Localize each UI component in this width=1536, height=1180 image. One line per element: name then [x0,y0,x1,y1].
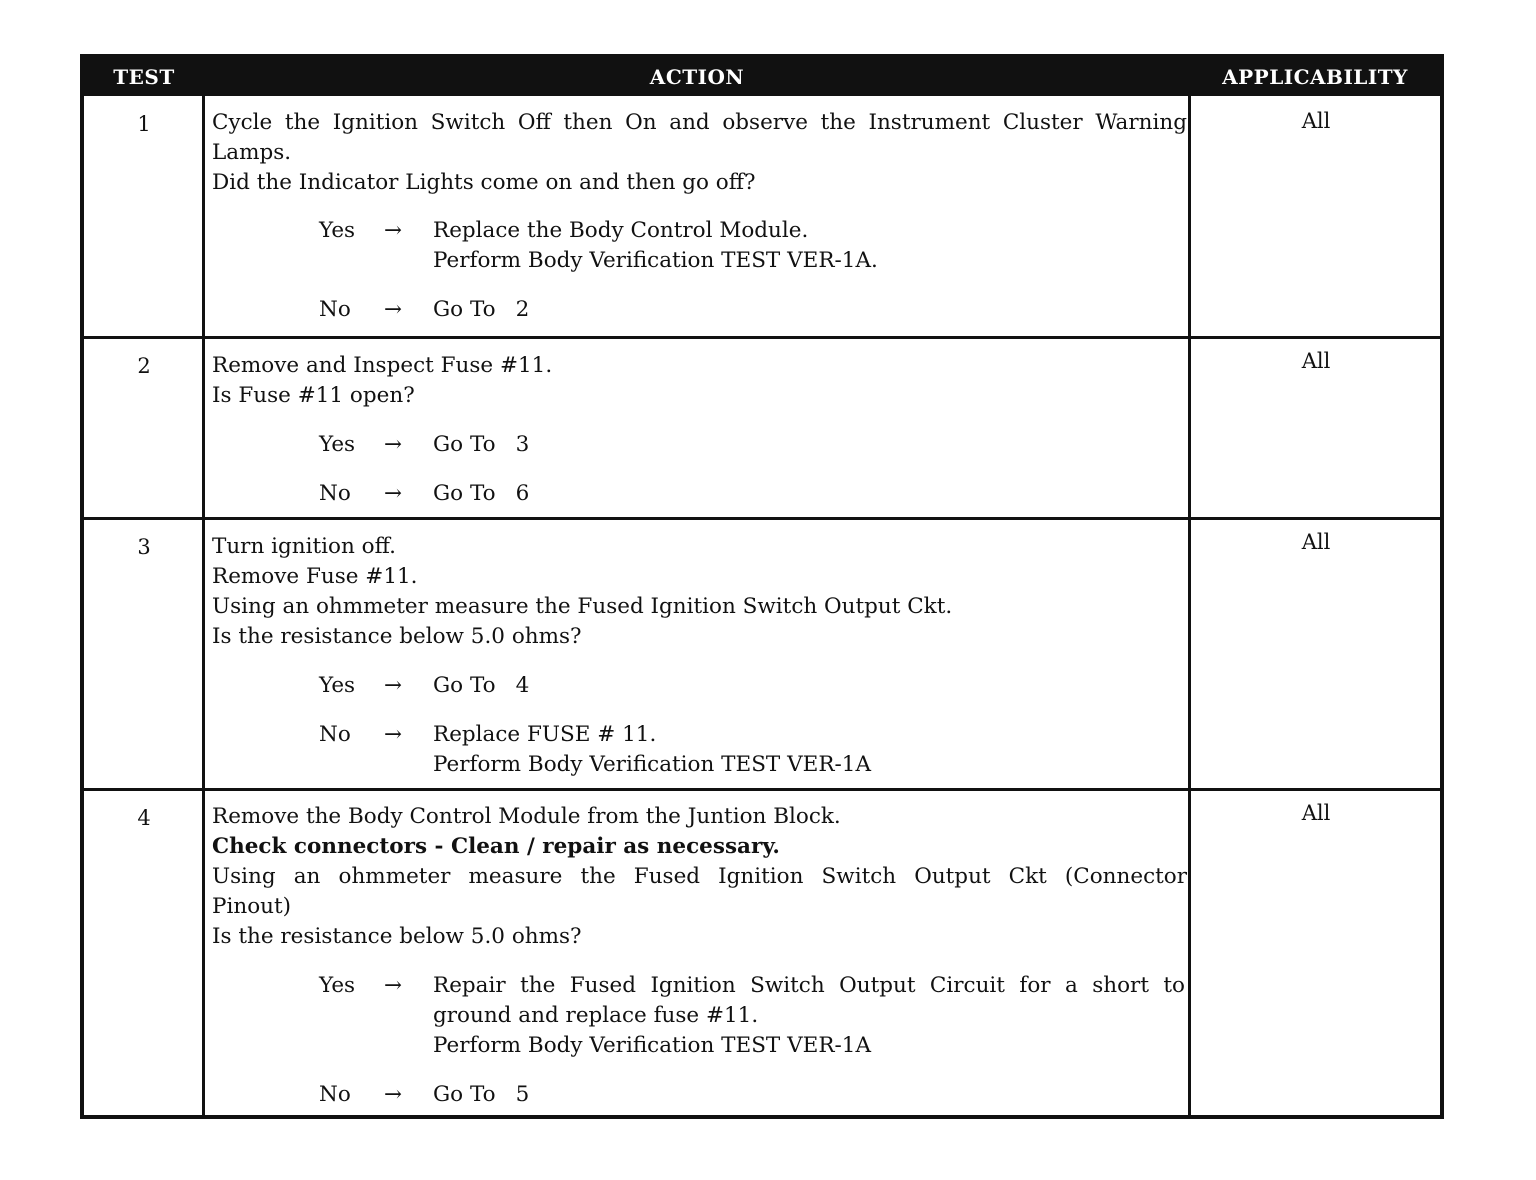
right-arrow-icon: → [384,1082,403,1107]
goto-label: Go To [433,673,496,698]
test-number: 3 [137,535,151,559]
goto-label: Go To [433,481,496,506]
goto-label: Go To [433,432,496,457]
right-arrow-icon: → [384,297,403,322]
answer-text [433,479,1185,509]
action-line: Is Fuse #11 open? [212,383,415,408]
answer-text [433,671,1185,701]
answer-text [433,1080,1185,1110]
goto-target: 3 [515,432,530,457]
answer-no [212,295,1187,325]
diagnostic-test-table [80,54,1444,1119]
header-test: TEST [113,65,175,89]
answer-yes [212,671,1187,701]
action-line: Turn ignition off. [212,534,396,559]
action-line: Is the resistance below 5.0 ohms? [212,624,582,649]
header-action: ACTION [649,65,745,89]
table-row-3 [84,520,1440,788]
applicability-value: All [1301,530,1331,554]
goto-target: 2 [515,297,530,322]
right-arrow-icon: → [384,432,403,457]
answer-line: Replace FUSE # 11. [433,722,657,747]
answer-line: Perform Body Verification TEST VER-1A. [433,248,878,273]
action-text [212,532,1187,780]
answer-yes [212,430,1187,460]
answer-yes [212,971,1187,1061]
test-number: 2 [137,354,151,378]
answer-line: Repair the Fused Ignition Switch Output Circuit for a short to [433,973,1185,998]
test-number: 4 [137,806,151,830]
answer-label: No [319,722,351,747]
answer-no [212,720,1187,780]
test-number: 1 [137,112,151,136]
goto-target: 4 [515,673,530,698]
action-text [212,802,1187,1110]
action-line-bold: Check connectors - Clean / repair as necessary. [212,834,780,859]
action-text [212,351,1187,509]
answer-label: No [319,1082,351,1107]
goto-label: Go To [433,1082,496,1107]
answer-label: No [319,297,351,322]
answer-yes [212,216,1187,276]
answer-no [212,1080,1187,1110]
answer-line: ground and replace fuse #11. [433,1003,759,1028]
table-row-1 [84,96,1440,338]
goto-label: Go To [433,297,496,322]
answer-line: Perform Body Verification TEST VER-1A [433,1033,871,1058]
action-text [212,108,1187,325]
action-line: Using an ohmmeter measure the Fused Ignition Switch Output Ckt. [212,594,953,619]
applicability-value: All [1301,349,1331,373]
action-line: Remove Fuse #11. [212,564,418,589]
answer-label: Yes [319,973,356,998]
answer-text [433,720,1185,780]
goto-target: 6 [515,481,530,506]
action-line: Remove and Inspect Fuse #11. [212,353,553,378]
answer-label: Yes [319,432,356,457]
action-line: Cycle the Ignition Switch Off then On and observe the Instrument Cluster Warning [212,110,1187,135]
action-line: Is the resistance below 5.0 ohms? [212,924,582,949]
action-line: Remove the Body Control Module from the Juntion Block. [212,804,841,829]
answer-text [433,295,1185,325]
right-arrow-icon: → [384,481,403,506]
right-arrow-icon: → [384,973,403,998]
action-line: Did the Indicator Lights come on and then go off? [212,170,756,195]
answer-label: Yes [319,673,356,698]
answer-text [433,216,1185,276]
applicability-value: All [1301,109,1331,133]
right-arrow-icon: → [384,673,403,698]
applicability-value: All [1301,801,1331,825]
answer-line: Replace the Body Control Module. [433,218,809,243]
table-header [84,58,1440,96]
table-row-2 [84,339,1440,517]
right-arrow-icon: → [384,722,403,747]
table-row-4 [84,791,1440,1115]
answer-no [212,479,1187,509]
header-applicability: APPLICABILITY [1222,65,1408,89]
action-line: Using an ohmmeter measure the Fused Ignition Switch Output Ckt (Connector [212,864,1187,889]
answer-label: No [319,481,351,506]
right-arrow-icon: → [384,218,403,243]
answer-text [433,430,1185,460]
action-line: Pinout) [212,894,292,919]
action-line: Lamps. [212,140,292,165]
answer-label: Yes [319,218,356,243]
goto-target: 5 [515,1082,530,1107]
answer-text [433,971,1185,1061]
answer-line: Perform Body Verification TEST VER-1A [433,752,871,777]
